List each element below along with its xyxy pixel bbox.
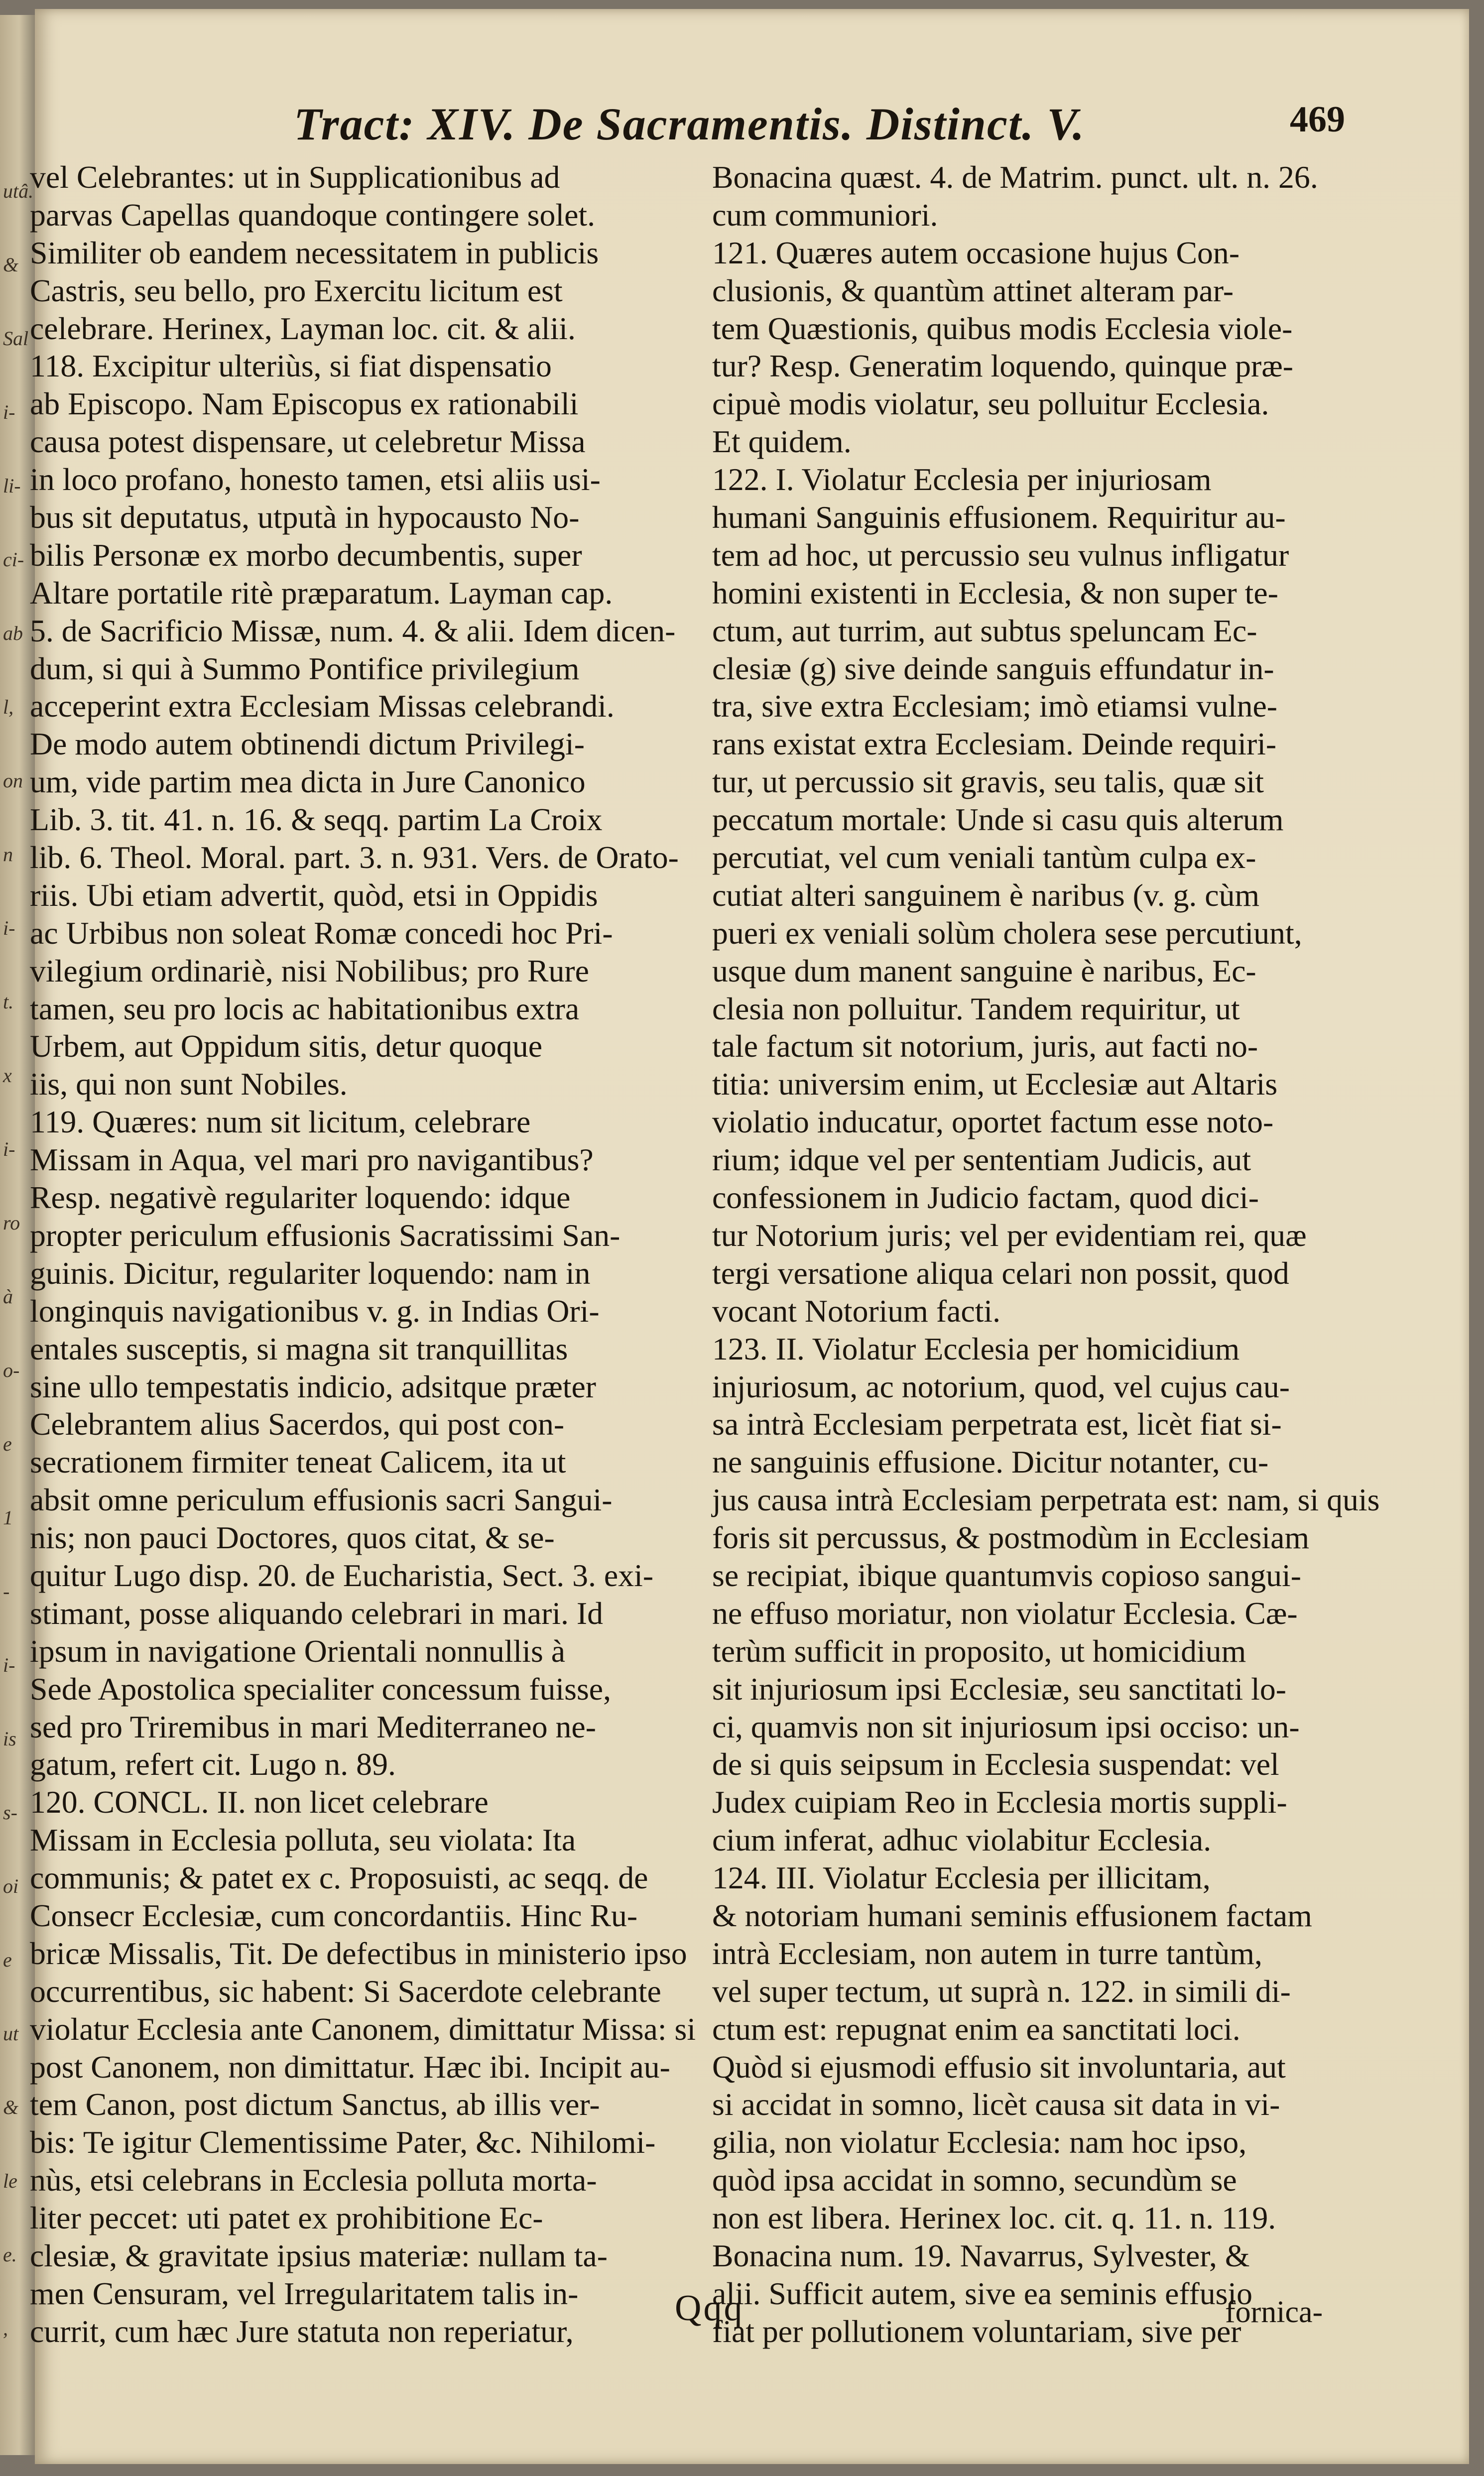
- text-line: violatur Ecclesia ante Canonem, dimittatur Missa: si: [30, 2011, 696, 2047]
- text-line: rium; idque vel per sententiam Judicis, aut: [712, 1142, 1251, 1178]
- margin-fragment: utâ.: [3, 180, 34, 202]
- margin-fragment: &: [3, 253, 19, 276]
- text-line: Celebrantem alius Sacerdos, qui post con-: [30, 1406, 565, 1442]
- text-line: ipsum in navigatione Orientali nonnullis à: [30, 1633, 566, 1669]
- text-line: intrà Ecclesiam, non autem in turre tantùm,: [712, 1935, 1262, 1971]
- text-line: tur, ut percussio sit gravis, seu talis, quæ sit: [712, 764, 1264, 800]
- text-line: entales susceptis, si magna sit tranquillitas: [30, 1331, 568, 1366]
- running-head: Tract: XIV. De Sacramentis. Distinct. V.: [294, 99, 1085, 149]
- text-line: absit omne periculum effusionis sacri Sangui-: [30, 1482, 613, 1518]
- text-line: 5. de Sacrificio Missæ, num. 4. & alii. Idem dicen-: [30, 613, 676, 648]
- margin-fragment: on: [3, 769, 23, 792]
- margin-fragment: le: [3, 2170, 17, 2192]
- text-line: Urbem, aut Oppidum sitis, detur quoque: [30, 1028, 543, 1064]
- text-line: quitur Lugo disp. 20. de Eucharistia, Sect. 3. exi-: [30, 1557, 654, 1593]
- text-line: Missam in Ecclesia polluta, seu violata: Ita: [30, 1822, 576, 1858]
- text-line: sa intrà Ecclesiam perpetrata est, licèt fiat si-: [712, 1406, 1282, 1442]
- margin-fragment: i-: [3, 1654, 15, 1676]
- text-line: bricæ Missalis, Tit. De defectibus in ministerio ipso: [30, 1935, 687, 1971]
- margin-fragment: i-: [3, 401, 15, 423]
- margin-fragment: l,: [3, 696, 14, 718]
- text-line: de si quis seipsum in Ecclesia suspendat: vel: [712, 1746, 1279, 1782]
- text-line: si accidat in somno, licèt causa sit data in vi-: [712, 2087, 1280, 2122]
- text-line: Judex cuipiam Reo in Ecclesia mortis suppli-: [712, 1784, 1287, 1820]
- margin-fragment: o-: [3, 1359, 20, 1381]
- text-line: men Censuram, vel Irregularitatem talis in-: [30, 2275, 579, 2311]
- text-line: post Canonem, non dimittatur. Hæc ibi. Incipit au-: [30, 2049, 670, 2085]
- text-line: secrationem firmiter teneat Calicem, ita ut: [30, 1444, 566, 1480]
- text-line: sed pro Triremibus in mari Mediterraneo ne-: [30, 1709, 596, 1744]
- text-line: vocant Notorium facti.: [712, 1293, 1001, 1329]
- text-line: parvas Capellas quandoque contingere solet.: [30, 197, 596, 233]
- text-line: non est libera. Herinex loc. cit. q. 11. n. 119.: [712, 2200, 1276, 2236]
- text-line: clesiæ, & gravitate ipsius materiæ: nullam ta-: [30, 2237, 608, 2273]
- text-line: ctum, aut turrim, aut subtus speluncam Ec-: [712, 613, 1257, 648]
- left-column: [30, 158, 717, 2351]
- text-line: 123. II. Violatur Ecclesia per homicidium: [712, 1331, 1240, 1366]
- text-line: violatio inducatur, oportet factum esse noto-: [712, 1104, 1274, 1140]
- text-line: nis; non pauci Doctores, quos citat, & se-: [30, 1520, 555, 1556]
- text-line: clesiæ (g) sive deinde sanguis effundatur in-: [712, 650, 1274, 686]
- text-line: tergi versatione aliqua celari non possit, quod: [712, 1255, 1289, 1291]
- text-line: Missam in Aqua, vel mari pro navigantibus?: [30, 1142, 594, 1178]
- text-line: currit, cum hæc Jure statuta non reperiatur,: [30, 2313, 574, 2349]
- text-line: gilia, non violatur Ecclesia: nam hoc ipso,: [712, 2124, 1247, 2160]
- text-line: vel super tectum, ut suprà n. 122. in simili di-: [712, 1973, 1291, 2009]
- text-line: quòd ipsa accidat in somno, secundùm se: [712, 2162, 1237, 2198]
- text-line: homini existenti in Ecclesia, & non super te-: [712, 575, 1278, 611]
- text-line: humani Sanguinis effusionem. Requiritur au-: [712, 499, 1286, 535]
- text-line: guinis. Dicitur, regulariter loquendo: nam in: [30, 1255, 591, 1291]
- text-line: usque dum manent sanguine è naribus, Ec-: [712, 953, 1256, 989]
- book-page: [30, 9, 1469, 2464]
- margin-fragment: is: [3, 1728, 16, 1750]
- text-line: Consecr Ecclesiæ, cum concordantiis. Hinc Ru-: [30, 1897, 638, 1933]
- text-line: stimant, posse aliquando celebrari in mari. Id: [30, 1595, 604, 1631]
- text-line: injuriosum, ac notorium, quod, vel cujus cau-: [712, 1368, 1290, 1404]
- margin-fragment: e.: [3, 2243, 17, 2266]
- margin-fragment: n: [3, 843, 13, 866]
- text-line: & notoriam humani seminis effusionem factam: [712, 1897, 1312, 1933]
- text-line: dum, si qui à Summo Pontifice privilegium: [30, 650, 580, 686]
- text-line: fiat per pollutionem voluntariam, sive per: [712, 2313, 1241, 2349]
- margin-fragment: à: [3, 1285, 13, 1308]
- text-line: riis. Ubi etiam advertit, quòd, etsi in Oppidis: [30, 877, 598, 913]
- text-line: ne sanguinis effusione. Dicitur notanter, cu-: [712, 1444, 1269, 1480]
- text-line: 119. Quæres: num sit licitum, celebrare: [30, 1104, 531, 1140]
- text-line: ac Urbibus non soleat Romæ concedi hoc Pri-: [30, 915, 613, 951]
- page-number: 469: [1290, 99, 1345, 140]
- text-line: ne effuso moriatur, non violatur Ecclesia. Cæ-: [712, 1595, 1298, 1631]
- text-line: titia: universim enim, ut Ecclesiæ aut Altaris: [712, 1066, 1278, 1102]
- text-line: cutiat alteri sanguinem è naribus (v. g. cùm: [712, 877, 1260, 913]
- text-line: causa potest dispensare, ut celebretur Missa: [30, 424, 586, 460]
- text-line: longinquis navigationibus v. g. in Indias Ori-: [30, 1293, 600, 1329]
- right-column: [712, 158, 1399, 2351]
- text-line: tale factum sit notorium, juris, aut facti no-: [712, 1028, 1258, 1064]
- text-line: tem ad hoc, ut percussio seu vulnus infligatur: [712, 537, 1289, 573]
- text-line: percutiat, vel cum veniali tantùm culpa ex-: [712, 840, 1256, 875]
- margin-fragment: oi: [3, 1875, 19, 1897]
- text-line: peccatum mortale: Unde si casu quis alterum: [712, 802, 1284, 838]
- signature-mark: Qqq: [675, 2288, 744, 2329]
- text-line: ci, quamvis non sit injuriosum ipsi occiso: un-: [712, 1709, 1300, 1744]
- margin-fragment: &: [3, 2096, 19, 2118]
- margin-fragment: i-: [3, 917, 15, 939]
- text-line: cium inferat, adhuc violabitur Ecclesia.: [712, 1822, 1212, 1858]
- text-line: sine ullo tempestatis indicio, adsitque præter: [30, 1368, 596, 1404]
- margin-fragment: e: [3, 1433, 12, 1455]
- text-line: 124. III. Violatur Ecclesia per illicitam,: [712, 1860, 1211, 1896]
- margin-fragment: x: [3, 1064, 12, 1087]
- text-line: tem Quæstionis, quibus modis Ecclesia viole-: [712, 310, 1293, 346]
- margin-fragment: -: [3, 1580, 10, 1603]
- text-line: gatum, refert cit. Lugo n. 89.: [30, 1746, 396, 1782]
- text-line: um, vide partim mea dicta in Jure Canonico: [30, 764, 586, 800]
- text-line: Similiter ob eandem necessitatem in publicis: [30, 235, 599, 270]
- text-line: terùm sufficit in proposito, ut homicidium: [712, 1633, 1246, 1669]
- text-line: rans existat extra Ecclesiam. Deinde requiri-: [712, 726, 1277, 762]
- margin-fragment: e: [3, 1949, 12, 1971]
- text-line: Bonacina quæst. 4. de Matrim. punct. ult. n. 26.: [712, 159, 1318, 195]
- margin-fragment: ro: [3, 1212, 20, 1234]
- text-line: vel Celebrantes: ut in Supplicationibus ad: [30, 159, 560, 195]
- text-line: communis; & patet ex c. Proposuisti, ac seqq. de: [30, 1860, 648, 1896]
- margin-fragment: 1: [3, 1506, 13, 1529]
- text-line: Altare portatile ritè præparatum. Layman cap.: [30, 575, 613, 611]
- margin-fragment: t.: [3, 990, 14, 1013]
- catchword: fornica-: [1225, 2295, 1323, 2329]
- text-line: pueri ex veniali solùm cholera sese percutiunt,: [712, 915, 1302, 951]
- text-line: vilegium ordinariè, nisi Nobilibus; pro Rure: [30, 953, 589, 989]
- margin-fragment: li-: [3, 475, 21, 497]
- text-line: cipuè modis violatur, seu polluitur Ecclesia.: [712, 386, 1269, 422]
- text-line: Sede Apostolica specialiter concessum fuisse,: [30, 1671, 612, 1707]
- margin-fragment: i-: [3, 1138, 15, 1160]
- text-line: ab Episcopo. Nam Episcopus ex rationabili: [30, 386, 579, 422]
- text-line: Resp. negativè regulariter loquendo: idque: [30, 1180, 571, 1216]
- text-line: foris sit percussus, & postmodùm in Ecclesiam: [712, 1520, 1310, 1556]
- text-line: in loco profano, honesto tamen, etsi aliis usi-: [30, 462, 601, 497]
- margin-fragment: ut: [3, 2022, 19, 2045]
- text-line: De modo autem obtinendi dictum Privilegi-: [30, 726, 585, 762]
- text-line: Quòd si ejusmodi effusio sit involuntaria, aut: [712, 2049, 1286, 2085]
- text-line: alii. Sufficit autem, sive ea seminis effusio: [712, 2275, 1253, 2311]
- text-line: Castris, seu bello, pro Exercitu licitum est: [30, 272, 563, 308]
- text-line: tur Notorium juris; vel per evidentiam rei, quæ: [712, 1217, 1307, 1253]
- text-line: clusionis, & quantùm attinet alteram par-: [712, 272, 1234, 308]
- text-line: liter peccet: uti patet ex prohibitione Ec-: [30, 2200, 543, 2236]
- text-line: bus sit deputatus, utputà in hypocausto No-: [30, 499, 580, 535]
- margin-fragment: s-: [3, 1801, 17, 1824]
- text-line: clesia non polluitur. Tandem requiritur, ut: [712, 990, 1240, 1026]
- text-line: tra, sive extra Ecclesiam; imò etiamsi vulne-: [712, 688, 1278, 724]
- text-line: nùs, etsi celebrans in Ecclesia polluta morta-: [30, 2162, 597, 2198]
- text-line: 118. Excipitur ulteriùs, si fiat dispensatio: [30, 348, 552, 384]
- text-line: confessionem in Judicio factam, quod dici-: [712, 1180, 1259, 1216]
- text-line: se recipiat, ibique quantumvis copioso sangui-: [712, 1557, 1302, 1593]
- text-line: acceperint extra Ecclesiam Missas celebrandi.: [30, 688, 615, 724]
- text-line: bilis Personæ ex morbo decumbentis, super: [30, 537, 582, 573]
- text-line: ctum est: repugnat enim ea sanctitati loci.: [712, 2011, 1240, 2047]
- text-line: lib. 6. Theol. Moral. part. 3. n. 931. Vers. de Orato-: [30, 840, 679, 875]
- text-line: bis: Te igitur Clementissime Pater, &c. Nihilomi-: [30, 2124, 656, 2160]
- text-line: celebrare. Herinex, Layman loc. cit. & alii.: [30, 310, 576, 346]
- text-line: Et quidem.: [712, 424, 852, 460]
- margin-fragment: ci-: [3, 548, 24, 571]
- text-line: propter periculum effusionis Sacratissimi San-: [30, 1217, 620, 1253]
- margin-fragment: ,: [3, 2317, 8, 2340]
- text-line: Bonacina num. 19. Navarrus, Sylvester, &: [712, 2237, 1250, 2273]
- margin-fragment: Sal: [3, 327, 29, 350]
- text-line: cum communiori.: [712, 197, 938, 233]
- text-line: iis, qui non sunt Nobiles.: [30, 1066, 348, 1102]
- text-line: 121. Quæres autem occasione hujus Con-: [712, 235, 1240, 270]
- text-line: Lib. 3. tit. 41. n. 16. & seqq. partim La Croix: [30, 802, 603, 838]
- text-line: occurrentibus, sic habent: Si Sacerdote celebrante: [30, 1973, 661, 2009]
- text-line: 120. CONCL. II. non licet celebrare: [30, 1784, 489, 1820]
- margin-fragment: ab: [3, 622, 23, 644]
- text-line: jus causa intrà Ecclesiam perpetrata est: nam, si quis: [712, 1482, 1380, 1518]
- text-line: tamen, seu pro locis ac habitationibus extra: [30, 990, 580, 1026]
- text-line: 122. I. Violatur Ecclesia per injuriosam: [712, 462, 1212, 497]
- text-line: sit injuriosum ipsi Ecclesiæ, seu sanctitati lo-: [712, 1671, 1286, 1707]
- text-line: tem Canon, post dictum Sanctus, ab illis ver-: [30, 2087, 600, 2122]
- text-line: tur? Resp. Generatim loquendo, quinque præ-: [712, 348, 1294, 384]
